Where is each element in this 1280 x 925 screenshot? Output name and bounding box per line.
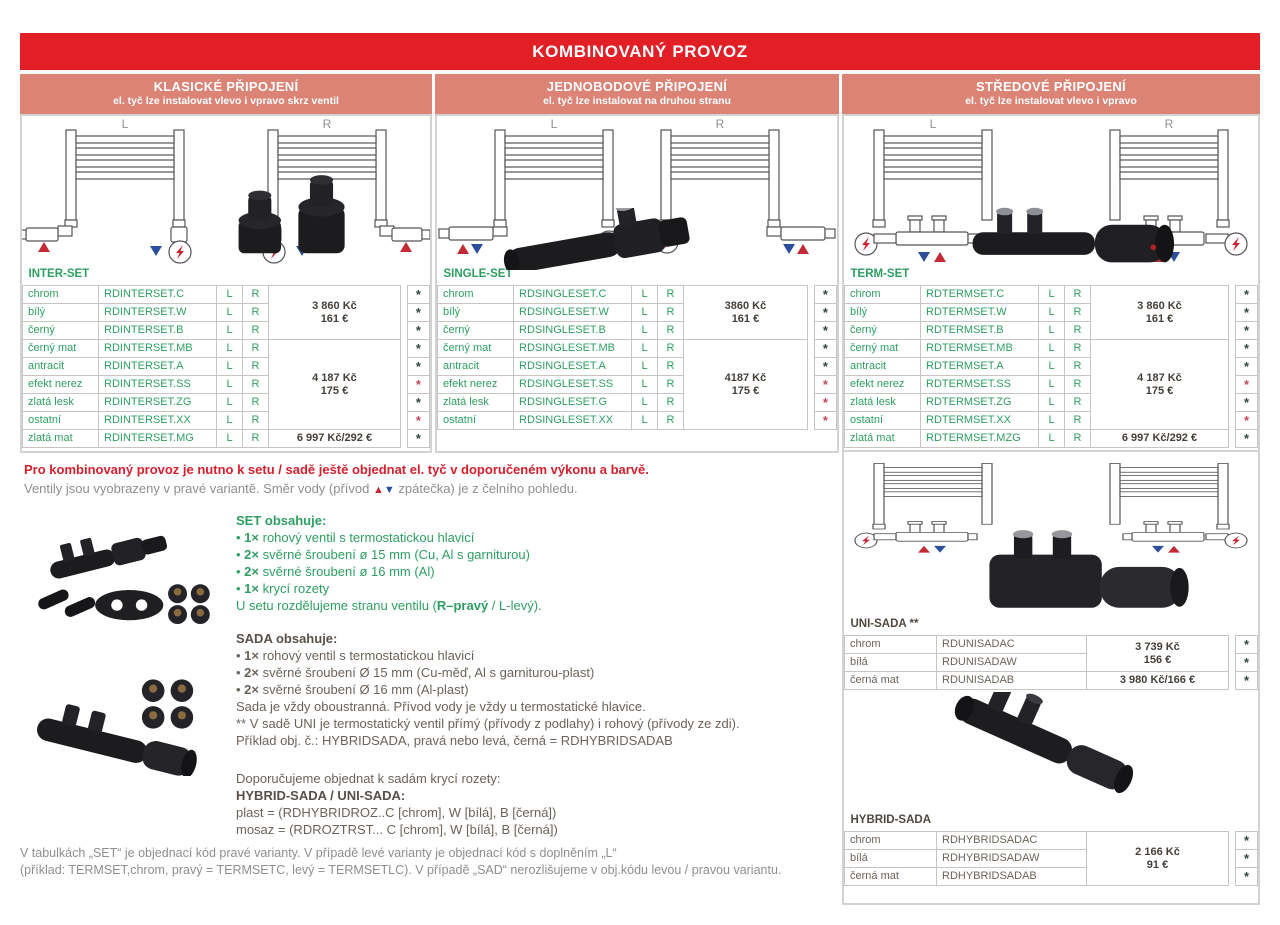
svg-text:L: L — [121, 117, 129, 131]
right-variant-cell: R — [243, 304, 269, 322]
spacer-cell — [1228, 430, 1235, 448]
left-variant-cell: L — [632, 340, 658, 358]
availability-star: * — [407, 394, 429, 412]
color-cell: černý — [23, 322, 99, 340]
footer-line: (příklad: TERMSET,chrom, pravý = TERMSETC, levý = TERMSETLC). V případě „SAD“ nerozlišujeme v obj.kódu levou / pravou variantu. — [20, 863, 782, 877]
spacer-cell — [1228, 636, 1235, 654]
right-variant-cell: R — [658, 376, 684, 394]
color-cell: bílý — [438, 304, 514, 322]
availability-star: * — [814, 322, 836, 340]
svg-text:L: L — [929, 117, 937, 131]
rozety-line: mosaz = (RDROZTRST... C [chrom], W [bílá], B [černá]) — [236, 822, 558, 837]
code-cell: RDINTERSET.SS — [99, 376, 217, 394]
availability-star: * — [407, 286, 429, 304]
availability-star: * — [1235, 654, 1257, 672]
right-variant-cell: R — [1065, 430, 1091, 448]
set-contents-block — [236, 512, 836, 614]
code-cell: RDSINGLESET.G — [514, 394, 632, 412]
color-cell: chrom — [845, 286, 921, 304]
interset-table — [22, 264, 430, 448]
spacer-cell — [400, 304, 407, 322]
note-text: U setu rozdělujeme stranu ventilu ( — [236, 598, 437, 613]
right-variant-cell: R — [243, 412, 269, 430]
right-variant-cell: R — [1065, 322, 1091, 340]
note-text: Ventily jsou vyobrazeny v pravé variantě. Směr vody (přívod — [24, 481, 373, 496]
spacer-cell — [1229, 850, 1236, 868]
sada-contents-block — [236, 630, 836, 749]
right-variant-cell: R — [243, 340, 269, 358]
left-variant-cell: L — [632, 286, 658, 304]
footer-notes — [20, 845, 835, 879]
left-variant-cell: L — [1039, 340, 1065, 358]
table-row — [438, 340, 837, 358]
column-subtitle: el. tyč lze instalovat vlevo i vpravo — [965, 95, 1137, 107]
footer-line: V tabulkách „SET“ je objednací kód pravé varianty. V případě levé varianty je objednací kód s doplněním „L“ — [20, 846, 617, 860]
left-variant-cell: L — [632, 412, 658, 430]
availability-star: * — [407, 322, 429, 340]
product-photo-singleset — [492, 208, 717, 270]
column-subtitle: el. tyč lze instalovat na druhou stranu — [543, 95, 731, 107]
svg-text:R: R — [715, 117, 725, 131]
price-cell: 3860 Kč 161 € — [684, 286, 808, 340]
table-row — [845, 430, 1258, 448]
code-cell: RDTERMSET.MZG — [921, 430, 1039, 448]
availability-star: * — [407, 430, 429, 448]
spacer-cell — [1228, 394, 1235, 412]
color-cell: efekt nerez — [23, 376, 99, 394]
color-cell: antracit — [845, 358, 921, 376]
left-variant-cell: L — [632, 358, 658, 376]
availability-star: * — [1235, 672, 1257, 690]
spacer-cell — [400, 376, 407, 394]
right-variant-cell: R — [1065, 340, 1091, 358]
right-variant-cell: R — [1065, 286, 1091, 304]
color-cell: černý — [845, 322, 921, 340]
left-variant-cell: L — [217, 340, 243, 358]
availability-star: * — [814, 412, 836, 430]
right-variant-cell: R — [243, 358, 269, 376]
color-cell: zlatá mat — [23, 430, 99, 448]
availability-star: * — [814, 286, 836, 304]
color-cell: černý mat — [23, 340, 99, 358]
rozety-line-bold: HYBRID-SADA / UNI-SADA: — [236, 788, 406, 803]
product-photo-termset — [959, 204, 1214, 268]
table-row — [845, 672, 1258, 690]
product-photo-hybridsada — [929, 692, 1164, 804]
availability-star: * — [1235, 322, 1257, 340]
code-cell: RDINTERSET.XX — [99, 412, 217, 430]
flow-up-icon: ▲ — [373, 484, 384, 496]
note-text: / L-levý). — [488, 598, 542, 613]
column-header-stredove — [842, 74, 1260, 114]
price-cell: 3 980 Kč/166 € — [1087, 672, 1229, 690]
spacer-cell — [807, 286, 814, 304]
spacer-cell — [1229, 868, 1236, 886]
spacer-cell — [400, 412, 407, 430]
spacer-cell — [1228, 654, 1235, 672]
section-divider — [844, 450, 1258, 452]
left-variant-cell: L — [1039, 358, 1065, 376]
order-warning-note: Pro kombinovaný provoz je nutno k setu / sadě ještě objednat el. tyč v doporučeném výkonu a barvě. — [24, 462, 649, 477]
spacer-cell — [807, 322, 814, 340]
price-cell: 6 997 Kč/292 € — [1091, 430, 1229, 448]
list-item: • 2× svěrné šroubení ø 15 mm (Cu, Al s garniturou) — [236, 547, 530, 562]
code-cell: RDINTERSET.ZG — [99, 394, 217, 412]
right-variant-cell: R — [1065, 394, 1091, 412]
code-cell: RDTERMSET.MB — [921, 340, 1039, 358]
color-cell: černý mat — [438, 340, 514, 358]
availability-star: * — [407, 340, 429, 358]
code-cell: RDSINGLESET.SS — [514, 376, 632, 394]
unisada-table — [844, 614, 1258, 690]
rozety-line: Doporučujeme objednat k sadám krycí rozety: — [236, 771, 501, 786]
left-variant-cell: L — [217, 286, 243, 304]
availability-star: * — [1235, 358, 1257, 376]
code-cell: RDHYBRIDSADAB — [937, 868, 1087, 886]
code-cell: RDINTERSET.B — [99, 322, 217, 340]
availability-star: * — [1235, 430, 1257, 448]
color-cell: efekt nerez — [845, 376, 921, 394]
code-cell: RDTERMSET.SS — [921, 376, 1039, 394]
availability-star: * — [1235, 376, 1257, 394]
availability-star: * — [814, 340, 836, 358]
spacer-cell — [400, 322, 407, 340]
table-row — [23, 286, 430, 304]
spacer-cell — [1228, 286, 1235, 304]
left-variant-cell: L — [632, 322, 658, 340]
spacer-cell — [400, 430, 407, 448]
list-item: • 1× rohový ventil s termostatickou hlavicí — [236, 648, 475, 663]
availability-star: * — [407, 304, 429, 322]
right-variant-cell: R — [658, 394, 684, 412]
table-row — [438, 286, 837, 304]
code-cell: RDTERMSET.ZG — [921, 394, 1039, 412]
table-row — [23, 340, 430, 358]
availability-star: * — [407, 412, 429, 430]
sada-note-line: Příklad obj. č.: HYBRIDSADA, pravá nebo levá, černá = RDHYBRIDSADAB — [236, 733, 673, 748]
left-variant-cell: L — [632, 394, 658, 412]
left-variant-cell: L — [217, 304, 243, 322]
column-title: STŘEDOVÉ PŘIPOJENÍ — [976, 79, 1126, 94]
availability-star: * — [814, 358, 836, 376]
color-cell: bílá — [845, 850, 937, 868]
code-cell: RDSINGLESET.XX — [514, 412, 632, 430]
color-cell: ostatní — [438, 412, 514, 430]
color-cell: zlatá lesk — [438, 394, 514, 412]
code-cell: RDUNISADAW — [937, 654, 1087, 672]
availability-star: * — [1236, 832, 1258, 850]
product-photo-sada-parts — [30, 668, 225, 776]
sada-heading: SADA obsahuje: — [236, 631, 338, 646]
right-variant-cell: R — [243, 322, 269, 340]
right-variant-cell: R — [658, 304, 684, 322]
price-cell: 3 860 Kč 161 € — [269, 286, 401, 340]
right-variant-cell: R — [243, 376, 269, 394]
left-variant-cell: L — [1039, 376, 1065, 394]
table-row — [845, 340, 1258, 358]
spacer-cell — [1228, 412, 1235, 430]
spacer-cell — [807, 358, 814, 376]
column-subtitle: el. tyč lze instalovat vlevo i vpravo skrz ventil — [113, 95, 339, 107]
code-cell: RDINTERSET.C — [99, 286, 217, 304]
column-header-klasicke — [20, 74, 432, 114]
color-cell: černý mat — [845, 340, 921, 358]
availability-star: * — [1236, 850, 1258, 868]
color-cell: chrom — [23, 286, 99, 304]
code-cell: RDTERMSET.B — [921, 322, 1039, 340]
availability-star: * — [1235, 340, 1257, 358]
column-jednobodove-box — [435, 114, 839, 453]
color-cell: bílý — [845, 304, 921, 322]
spacer-cell — [807, 340, 814, 358]
availability-star: * — [407, 376, 429, 394]
spacer-cell — [1228, 322, 1235, 340]
color-cell: bílá — [845, 654, 937, 672]
code-cell: RDSINGLESET.A — [514, 358, 632, 376]
sada-note-line: ** V sadě UNI je termostatický ventil přímý (přívody z podlahy) i rohový (přívody ze zdi). — [236, 716, 740, 731]
table-title: SINGLE-SET — [443, 268, 513, 280]
list-item: • 1× rohový ventil s termostatickou hlavicí — [236, 530, 475, 545]
table-title: UNI-SADA ** — [850, 618, 919, 630]
product-photo-set-parts — [22, 535, 227, 625]
spacer-cell — [807, 376, 814, 394]
set-bullet-list — [236, 529, 836, 597]
svg-text:L: L — [550, 117, 558, 131]
code-cell: RDTERMSET.C — [921, 286, 1039, 304]
color-cell: antracit — [23, 358, 99, 376]
right-variant-cell: R — [658, 322, 684, 340]
sada-note-line: Sada je vždy oboustranná. Přívod vody je vždy u termostatické hlavice. — [236, 699, 646, 714]
spacer-cell — [807, 394, 814, 412]
color-cell: chrom — [438, 286, 514, 304]
note-text-bold: R–pravý — [436, 598, 489, 613]
right-variant-cell: R — [1065, 376, 1091, 394]
table-row — [845, 832, 1258, 850]
set-heading: SET obsahuje: — [236, 513, 327, 528]
column-title: JEDNOBODOVÉ PŘIPOJENÍ — [546, 79, 728, 94]
right-variant-cell: R — [658, 340, 684, 358]
color-cell: černá mat — [845, 868, 937, 886]
availability-star: * — [1236, 868, 1258, 886]
sada-bullet-list — [236, 647, 836, 698]
availability-star: * — [814, 376, 836, 394]
left-variant-cell: L — [1039, 394, 1065, 412]
code-cell: RDINTERSET.MG — [99, 430, 217, 448]
price-cell: 4 187 Kč 175 € — [269, 340, 401, 430]
code-cell: RDSINGLESET.W — [514, 304, 632, 322]
color-cell: ostatní — [23, 412, 99, 430]
svg-text:R: R — [322, 117, 332, 131]
section-headers — [20, 74, 1260, 114]
code-cell: RDINTERSET.A — [99, 358, 217, 376]
availability-star: * — [1235, 394, 1257, 412]
right-variant-cell: R — [1065, 304, 1091, 322]
left-variant-cell: L — [1039, 412, 1065, 430]
code-cell: RDTERMSET.A — [921, 358, 1039, 376]
table-title: TERM-SET — [850, 268, 910, 280]
code-cell: RDTERMSET.XX — [921, 412, 1039, 430]
price-cell: 4187 Kč 175 € — [684, 340, 808, 430]
code-cell: RDTERMSET.W — [921, 304, 1039, 322]
code-cell: RDSINGLESET.B — [514, 322, 632, 340]
product-photo-unisada — [979, 524, 1194, 618]
page-title: KOMBINOVANÝ PROVOZ — [20, 33, 1260, 70]
termset-table — [844, 264, 1258, 448]
right-variant-cell: R — [243, 286, 269, 304]
availability-star: * — [1235, 286, 1257, 304]
color-cell: antracit — [438, 358, 514, 376]
availability-star: * — [814, 304, 836, 322]
spacer-cell — [400, 286, 407, 304]
list-item: • 1× krycí rozety — [236, 581, 330, 596]
spacer-cell — [400, 394, 407, 412]
list-item: • 2× svěrné šroubení Ø 15 mm (Cu-měď, Al s garniturou-plast) — [236, 665, 595, 680]
left-variant-cell: L — [217, 322, 243, 340]
list-item: • 2× svěrné šroubení Ø 16 mm (Al-plast) — [236, 682, 469, 697]
price-cell: 4 187 Kč 175 € — [1091, 340, 1229, 430]
column-klasicke-box — [20, 114, 432, 453]
svg-text:R: R — [1164, 117, 1174, 131]
availability-star: * — [407, 358, 429, 376]
left-variant-cell: L — [217, 358, 243, 376]
availability-star: * — [1235, 412, 1257, 430]
color-cell: chrom — [845, 636, 937, 654]
product-photo-interset — [227, 174, 362, 266]
column-title: KLASICKÉ PŘIPOJENÍ — [153, 79, 299, 94]
right-variant-cell: R — [658, 358, 684, 376]
color-cell: zlatá lesk — [845, 394, 921, 412]
spacer-cell — [807, 304, 814, 322]
singleset-table — [437, 264, 837, 430]
code-cell: RDUNISADAC — [937, 636, 1087, 654]
code-cell: RDUNISADAB — [937, 672, 1087, 690]
column-stredove-box — [842, 114, 1260, 905]
right-variant-cell: R — [243, 430, 269, 448]
color-cell: černý — [438, 322, 514, 340]
left-variant-cell: L — [217, 430, 243, 448]
code-cell: RDINTERSET.MB — [99, 340, 217, 358]
table-title: INTER-SET — [28, 268, 90, 280]
availability-star: * — [1235, 636, 1257, 654]
radiator-connection-diagram — [22, 116, 430, 264]
left-variant-cell: L — [1039, 430, 1065, 448]
price-cell: 6 997 Kč/292 € — [269, 430, 401, 448]
color-cell: efekt nerez — [438, 376, 514, 394]
code-cell: RDSINGLESET.MB — [514, 340, 632, 358]
availability-star: * — [814, 394, 836, 412]
left-variant-cell: L — [217, 394, 243, 412]
availability-star: * — [1235, 304, 1257, 322]
spacer-cell — [1228, 358, 1235, 376]
price-cell: 3 860 Kč 161 € — [1091, 286, 1229, 340]
left-variant-cell: L — [1039, 304, 1065, 322]
spacer-cell — [1228, 376, 1235, 394]
spacer-cell — [1229, 832, 1236, 850]
left-variant-cell: L — [217, 412, 243, 430]
spacer-cell — [400, 340, 407, 358]
code-cell: RDSINGLESET.C — [514, 286, 632, 304]
color-cell: chrom — [845, 832, 937, 850]
spacer-cell — [1228, 672, 1235, 690]
spacer-cell — [1228, 304, 1235, 322]
left-variant-cell: L — [1039, 322, 1065, 340]
right-variant-cell: R — [243, 394, 269, 412]
right-variant-cell: R — [1065, 412, 1091, 430]
code-cell: RDINTERSET.W — [99, 304, 217, 322]
color-cell: zlatá lesk — [23, 394, 99, 412]
right-variant-cell: R — [658, 286, 684, 304]
price-cell: 2 166 Kč 91 € — [1087, 832, 1229, 886]
left-variant-cell: L — [632, 376, 658, 394]
note-text: zpátečka) je z čelního pohledu. — [394, 481, 578, 496]
left-variant-cell: L — [632, 304, 658, 322]
color-cell: zlatá mat — [845, 430, 921, 448]
spacer-cell — [400, 358, 407, 376]
spacer-cell — [807, 412, 814, 430]
column-header-jednobodove — [435, 74, 839, 114]
table-row — [845, 286, 1258, 304]
color-cell: bílý — [23, 304, 99, 322]
list-item: • 2× svěrné šroubení ø 16 mm (Al) — [236, 564, 435, 579]
rozety-line: plast = (RDHYBRIDROZ..C [chrom], W [bílá], B [černá]) — [236, 805, 557, 820]
flow-down-icon: ▼ — [383, 484, 395, 496]
left-variant-cell: L — [217, 376, 243, 394]
hybridsada-table — [844, 810, 1258, 886]
price-cell: 3 739 Kč 156 € — [1087, 636, 1229, 672]
right-variant-cell: R — [1065, 358, 1091, 376]
color-cell: ostatní — [845, 412, 921, 430]
spacer-cell — [1228, 340, 1235, 358]
table-row — [845, 636, 1258, 654]
table-row — [23, 430, 430, 448]
table-title: HYBRID-SADA — [850, 814, 931, 826]
rozety-recommendation-block — [236, 770, 836, 838]
code-cell: RDHYBRIDSADAC — [937, 832, 1087, 850]
color-cell: černá mat — [845, 672, 937, 690]
set-footer — [236, 597, 836, 614]
left-variant-cell: L — [1039, 286, 1065, 304]
valves-direction-note — [24, 481, 578, 496]
code-cell: RDHYBRIDSADAW — [937, 850, 1087, 868]
right-variant-cell: R — [658, 412, 684, 430]
